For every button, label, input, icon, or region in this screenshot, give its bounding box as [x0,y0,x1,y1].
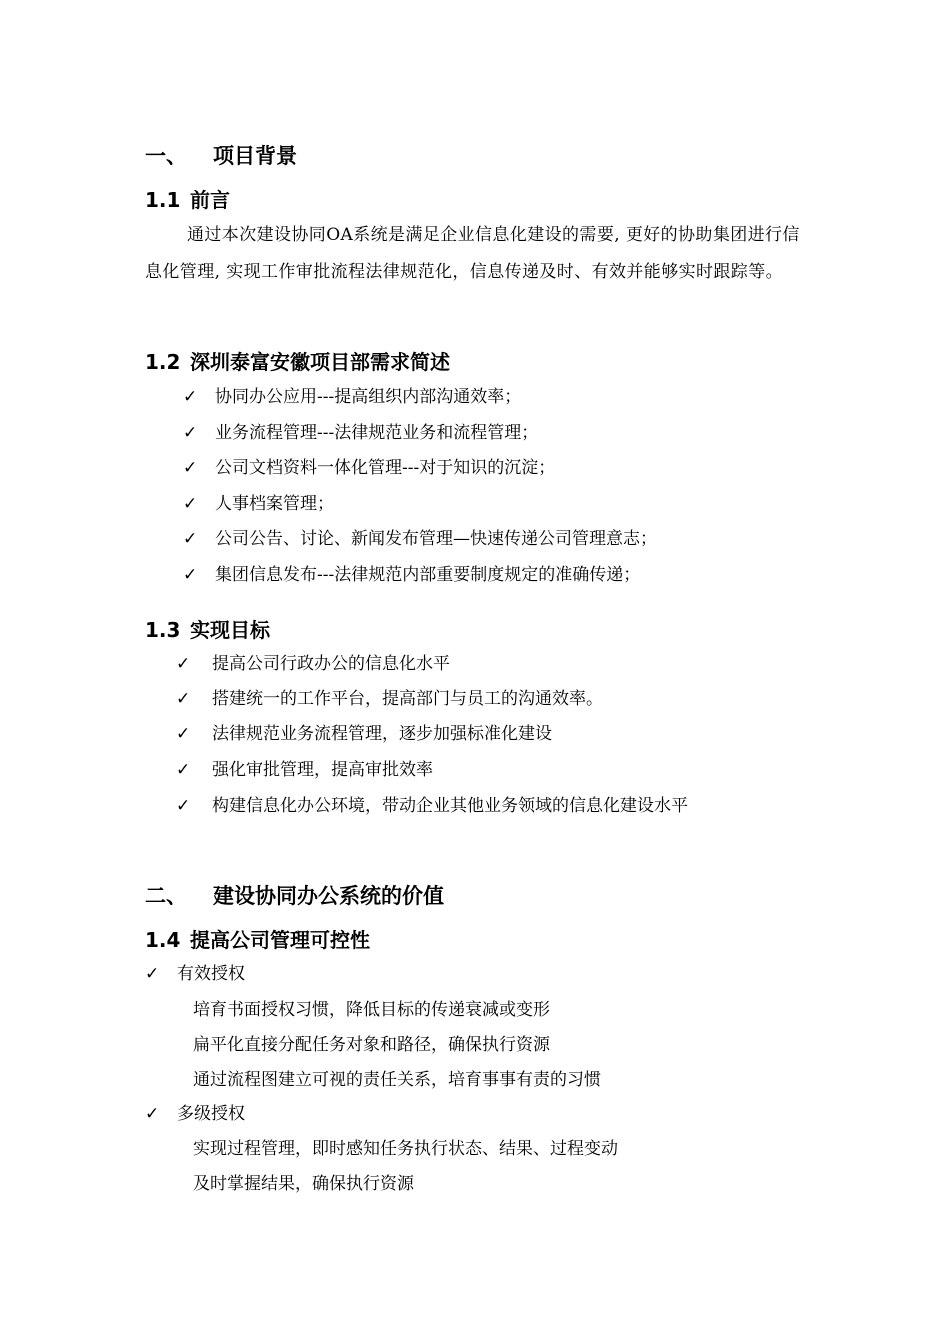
list-item [176,652,450,676]
list-item [183,563,640,587]
group-heading [145,962,245,986]
check-icon: ✓ [176,724,191,744]
check-icon: ✓ [183,565,198,585]
section-2-title: 建设协同办公系统的价值 [213,884,444,908]
heading-1-1 [145,187,230,213]
heading-1-3-title: 实现目标 [190,618,270,642]
list-item [183,492,334,516]
list-item-text: 强化审批管理，提高审批效率 [212,760,433,780]
section-2-number: 二、 [145,884,187,908]
list-item-text: 业务流程管理---法律规范业务和流程管理； [215,423,539,443]
list-item [176,722,552,746]
list-item [176,794,688,818]
group-heading [145,1102,245,1126]
list-item-text: 集团信息发布---法律规范内部重要制度规定的准确传递； [215,565,641,585]
section-1-title: 项目背景 [213,144,297,168]
heading-1-2-title: 深圳泰富安徽项目部需求简述 [190,350,450,374]
sub-line: 培育书面授权习惯，降低目标的传递衰减或变形 [193,1000,550,1020]
sub-line: 及时掌握结果，确保执行资源 [193,1174,414,1194]
sub-line: 扁平化直接分配任务对象和路径，确保执行资源 [193,1035,550,1055]
list-item-text: 构建信息化办公环境，带动企业其他业务领域的信息化建设水平 [212,796,688,816]
heading-1-2-number: 1.2 [145,350,181,374]
check-icon: ✓ [176,689,191,709]
list-item-text: 人事档案管理； [215,494,334,514]
list-item [183,456,555,480]
group-title: 多级授权 [177,1104,245,1124]
list-item-text: 公司公告、讨论、新闻发布管理—快速传递公司管理意志； [215,529,657,549]
list-item-text: 协同办公应用---提高组织内部沟通效率； [215,387,522,407]
section-1-heading [145,143,297,169]
list-item-text: 提高公司行政办公的信息化水平 [212,654,450,674]
check-icon: ✓ [183,387,198,407]
check-icon: ✓ [183,458,198,478]
check-icon: ✓ [145,964,160,984]
check-icon: ✓ [183,494,198,514]
check-icon: ✓ [176,796,191,816]
heading-1-3-number: 1.3 [145,618,181,642]
list-item [183,527,657,551]
list-item [176,758,433,782]
list-item [183,421,538,445]
check-icon: ✓ [176,760,191,780]
heading-1-1-title: 前言 [190,188,230,212]
preface-paragraph: 通过本次建设协同OA系统是满足企业信息化建设的需要, 更好的协助集团进行信息化管理, 实现工作审批流程法律规范化，信息传递及时、有效并能够实时跟踪等。 [145,225,800,282]
list-item [176,687,603,711]
check-icon: ✓ [145,1104,160,1124]
heading-1-1-number: 1.1 [145,188,181,212]
check-icon: ✓ [183,529,198,549]
sub-line: 实现过程管理，即时感知任务执行状态、结果、过程变动 [193,1139,618,1159]
check-icon: ✓ [183,423,198,443]
list-item-text: 搭建统一的工作平台，提高部门与员工的沟通效率。 [212,689,603,709]
list-item-text: 法律规范业务流程管理，逐步加强标准化建设 [212,724,552,744]
section-2-heading [145,883,444,909]
heading-1-4-number: 1.4 [145,928,181,952]
sub-line: 通过流程图建立可视的责任关系，培育事事有责的习惯 [193,1070,601,1090]
list-item [183,385,521,409]
heading-1-4 [145,927,370,953]
list-item-text: 公司文档资料一体化管理---对于知识的沉淀； [215,458,556,478]
heading-1-3 [145,617,270,643]
section-1-number: 一、 [145,144,187,168]
check-icon: ✓ [176,654,191,674]
heading-1-2 [145,349,450,375]
group-title: 有效授权 [177,964,245,984]
heading-1-4-title: 提高公司管理可控性 [190,928,370,952]
